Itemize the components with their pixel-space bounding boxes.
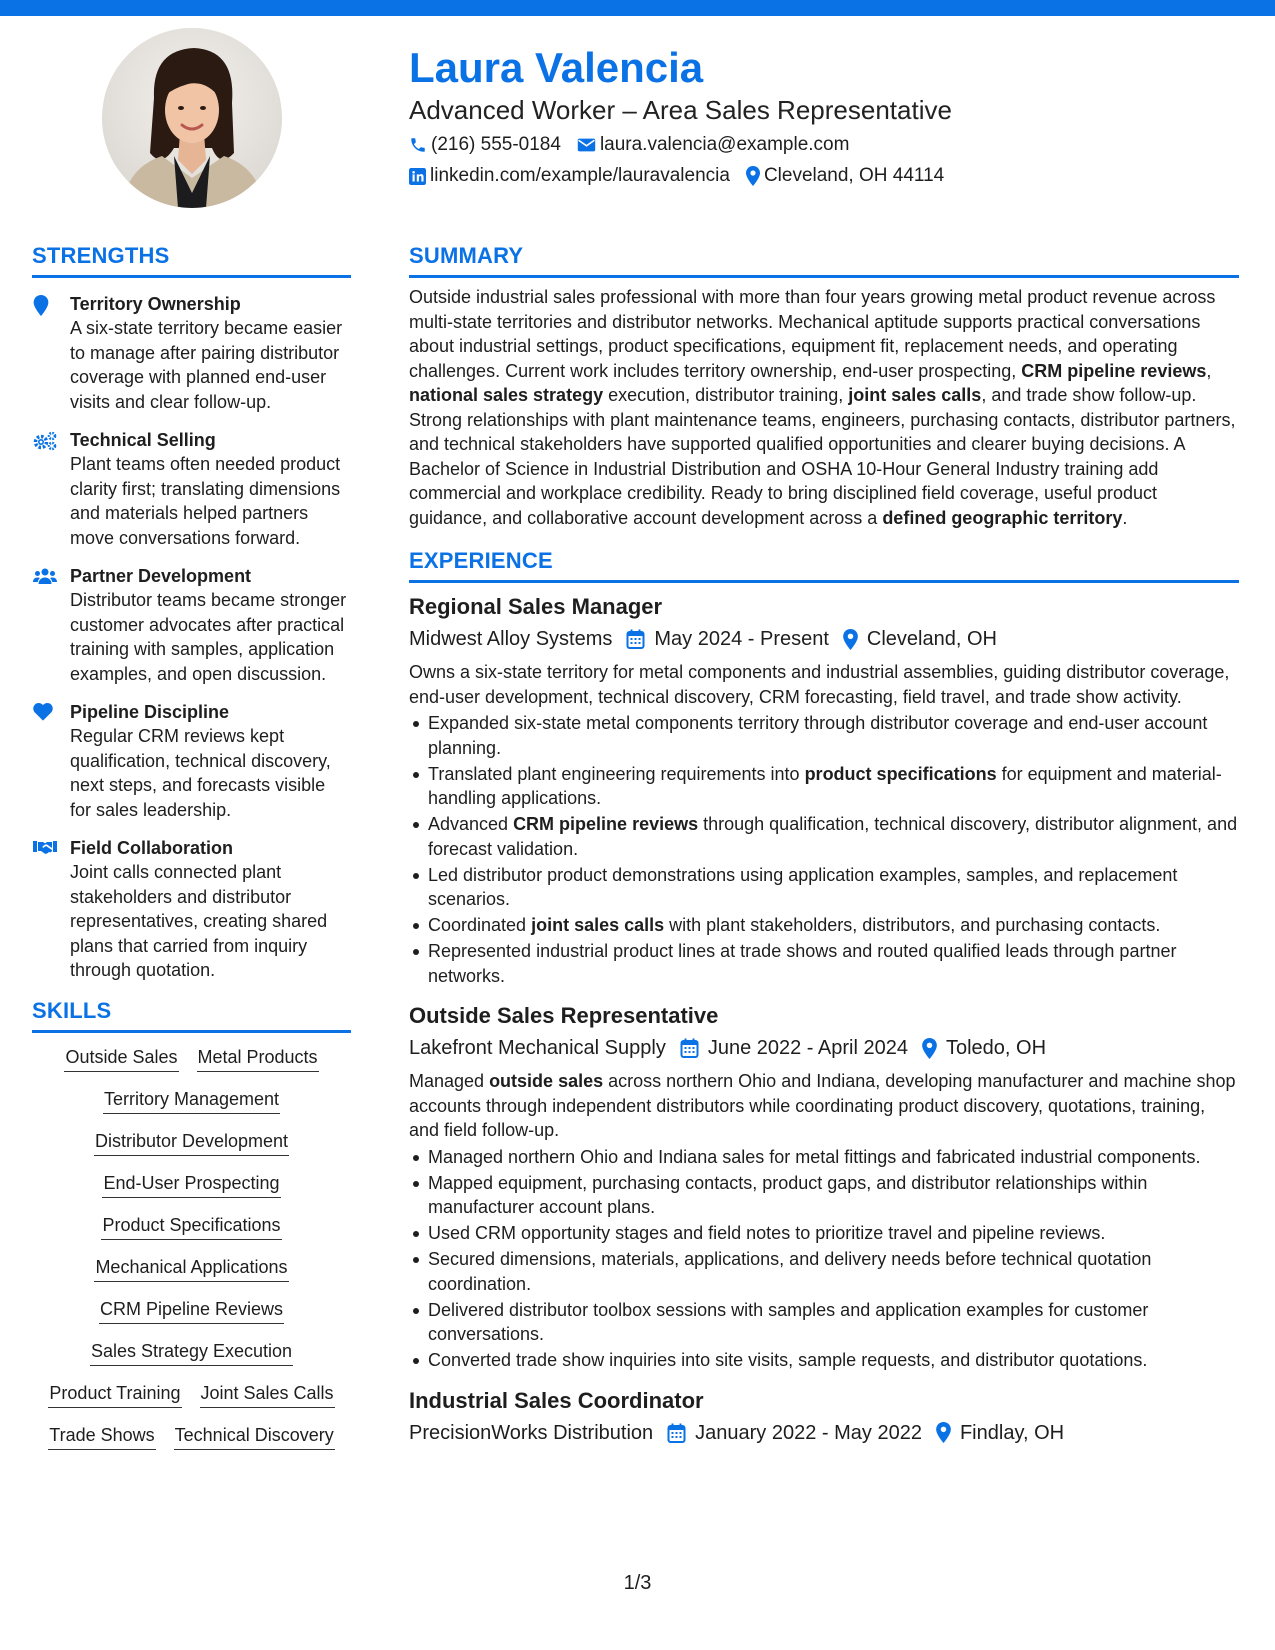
text-run: Represented industrial product lines at trade shows and routed qualified leads through partner networks. <box>428 941 1177 986</box>
text-run: Mapped equipment, purchasing contacts, product gaps, and distributor relationships within manufacturer account plans. <box>428 1172 1148 1217</box>
text-run: Converted trade show inquiries into site visits, sample requests, and distributor quotations. <box>428 1350 1148 1370</box>
phone-item <box>409 132 561 158</box>
job-entry <box>409 1002 1239 1373</box>
experience-heading: EXPERIENCE <box>409 548 553 573</box>
gears-icon <box>33 431 57 451</box>
job-description <box>409 660 1239 709</box>
job-title: Regional Sales Manager <box>409 594 663 619</box>
text-run: execution, distributor training, <box>603 385 849 405</box>
page-number: 1/3 <box>623 1572 652 1594</box>
bold-text: national sales strategy <box>409 385 604 405</box>
text-run: Coordinated <box>428 915 532 935</box>
skill-row <box>32 1255 351 1282</box>
skill-tag: Technical Discovery <box>174 1423 335 1450</box>
text-run: . <box>1122 507 1128 528</box>
job-meta <box>409 1419 1239 1447</box>
bullet-item <box>409 762 1239 811</box>
strength-item <box>32 700 351 822</box>
bullet-item <box>409 1348 1239 1373</box>
top-accent-bar <box>0 0 1275 16</box>
skill-row <box>32 1213 351 1240</box>
job-entry <box>409 1387 1239 1447</box>
text-run: Used CRM opportunity stages and field notes to prioritize travel and pipeline reviews. <box>428 1223 1106 1243</box>
strength-title: Pipeline Discipline <box>70 702 230 722</box>
candidate-name: Laura Valencia <box>409 44 704 91</box>
skill-tag: End-User Prospecting <box>102 1171 280 1198</box>
company <box>409 1419 653 1447</box>
bold-text: product specifications <box>804 763 997 784</box>
phone-text: (216) 555-0184 <box>431 134 561 155</box>
job-entry <box>409 593 1239 988</box>
skill-tag: Trade Shows <box>48 1423 155 1450</box>
linkedin-item[interactable] <box>409 163 730 189</box>
summary-heading: SUMMARY <box>409 243 524 268</box>
dates-text: January 2022 - May 2022 <box>695 1421 922 1444</box>
skill-tag: CRM Pipeline Reviews <box>99 1297 284 1324</box>
skill-tag: Outside Sales <box>64 1045 178 1072</box>
bullet-item <box>409 1221 1239 1246</box>
job-dates <box>626 625 829 653</box>
job-bullets <box>409 711 1239 988</box>
skill-row <box>32 1339 351 1366</box>
calendar-icon <box>626 629 645 649</box>
bullet-item <box>409 863 1239 912</box>
skill-tag: Sales Strategy Execution <box>90 1339 293 1366</box>
text-run: across northern Ohio and Indiana, developing manufacturer and machine shop accounts through independent distributors while coordinating product discovery, quotations, training, and field follow-up. <box>409 1071 1236 1140</box>
skill-row <box>32 1381 351 1408</box>
job-dates <box>680 1034 908 1062</box>
text-run: Managed <box>409 1071 490 1091</box>
strength-desc: Distributor teams became stronger customer advocates after practical training with samples, application examples, and open discussion. <box>70 590 347 684</box>
bullet-item <box>409 913 1239 938</box>
location-pin-icon <box>936 1422 951 1443</box>
text-run: Led distributor product demonstrations using application examples, samples, and replacement scenarios. <box>428 864 1178 909</box>
location-item <box>746 163 944 189</box>
job-location <box>922 1034 1046 1062</box>
text-run: Outside industrial sales professional with more than four years growing metal product revenue across multi-state territories and distributor networks. Mechanical aptitude supports practical conversations about industrial settings, product specifications, equipment fit, replacement needs, and operating challenges. Current work includes territory ownership, end-user prospecting, <box>409 287 1216 381</box>
location-pin-icon <box>922 1038 937 1059</box>
left-column <box>32 242 351 1450</box>
dates-text: May 2024 - Present <box>654 628 829 650</box>
job-bullets <box>409 1145 1239 1373</box>
skill-row <box>32 1171 351 1198</box>
company-name: PrecisionWorks Distribution <box>409 1421 654 1444</box>
candidate-role: Advanced Worker – Area Sales Representative <box>409 95 952 125</box>
bold-text: joint sales calls <box>531 915 665 935</box>
location-text: Findlay, OH <box>959 1421 1065 1444</box>
skill-tag: Distributor Development <box>94 1129 289 1156</box>
location-pin-icon <box>746 166 760 186</box>
job-title: Outside Sales Representative <box>409 1003 719 1028</box>
section-divider <box>32 275 351 278</box>
skill-row <box>32 1129 351 1156</box>
skill-tag: Metal Products <box>197 1045 319 1072</box>
skill-tag: Joint Sales Calls <box>200 1381 335 1408</box>
company <box>409 1034 666 1062</box>
experience-section <box>409 547 1239 1447</box>
strength-desc: Joint calls connected plant stakeholders and distributor representatives, creating shared plans that carried from inquiry through quotation. <box>70 862 328 980</box>
skill-row <box>32 1045 351 1072</box>
calendar-icon <box>667 1423 686 1443</box>
skill-tag: Product Training <box>48 1381 181 1408</box>
bullet-item <box>409 1171 1239 1220</box>
heart-icon <box>33 703 53 721</box>
envelope-icon <box>577 137 596 153</box>
strengths-heading: STRENGTHS <box>32 243 170 268</box>
strength-title: Territory Ownership <box>70 294 241 314</box>
bold-text: outside sales <box>489 1071 604 1091</box>
linkedin-icon <box>409 168 426 185</box>
text-run: , and trade show follow-up. Strong relationships with plant maintenance teams, engineers, purchasing contacts, distributor partners, and technical stakeholders have supported qualified opportunities and clearer buying decisions. A Bachelor of Science in Industrial Distribution and OSHA 10-Hour General Industry training add commercial and workplace credibility. Ready to bring disciplined field coverage, useful product guidance, and collaborative account development across a <box>409 385 1236 528</box>
job-meta <box>409 625 1239 653</box>
bullet-item <box>409 1247 1239 1296</box>
strength-item <box>32 428 351 550</box>
bullet-item <box>409 939 1239 988</box>
skills-heading: SKILLS <box>32 997 112 1023</box>
text-run: for equipment and material-handling applications. <box>428 763 1222 808</box>
section-divider <box>409 275 1239 278</box>
company <box>409 625 612 653</box>
strength-desc: Regular CRM reviews kept qualification, technical discovery, next steps, and forecasts visible for sales leadership. <box>70 726 331 820</box>
phone-icon <box>409 136 427 154</box>
skill-tag: Product Specifications <box>101 1213 281 1240</box>
right-column <box>409 242 1239 1447</box>
dates-text: June 2022 - April 2024 <box>707 1037 908 1059</box>
text-run: Advanced <box>428 814 514 834</box>
skill-row <box>32 1087 351 1114</box>
text-run: Expanded six-state metal components territory through distributor coverage and end-user account planning. <box>428 713 1208 758</box>
job-description <box>409 1069 1239 1143</box>
strength-title: Field Collaboration <box>70 838 234 858</box>
job-title: Industrial Sales Coordinator <box>409 1387 704 1413</box>
profile-photo <box>102 28 282 208</box>
job-dates <box>667 1419 922 1447</box>
strength-title: Technical Selling <box>70 430 216 450</box>
bullet-item <box>409 1298 1239 1347</box>
text-run: through qualification, technical discovery, distributor alignment, and forecast validation. <box>428 814 1238 859</box>
section-divider <box>32 1030 351 1033</box>
skill-tag: Mechanical Applications <box>94 1255 288 1282</box>
bold-text: joint sales calls <box>848 385 982 405</box>
location-text: Cleveland, OH 44114 <box>763 165 945 186</box>
skill-tag: Territory Management <box>103 1087 280 1114</box>
bold-text: CRM pipeline reviews <box>513 814 699 834</box>
job-location <box>936 1419 1064 1447</box>
skill-row <box>32 1297 351 1324</box>
job-meta <box>409 1034 1239 1062</box>
company-name: Lakefront Mechanical Supply <box>409 1037 666 1059</box>
job-location <box>843 625 997 653</box>
text-run: Secured dimensions, materials, applications, and delivery needs before technical quotation coordination. <box>428 1249 1152 1294</box>
company-name: Midwest Alloy Systems <box>409 628 613 650</box>
bullet-item <box>409 711 1239 760</box>
bullet-item <box>409 1145 1239 1170</box>
users-icon <box>33 567 57 585</box>
section-divider <box>409 580 1239 583</box>
linkedin-link[interactable]: linkedin.com/example/lauravalencia <box>430 165 730 186</box>
strength-desc: Plant teams often needed product clarity first; translating dimensions and materials helped partners move conversations forward. <box>70 454 341 548</box>
contact-row-2 <box>409 163 1239 189</box>
strength-item <box>32 836 351 983</box>
text-run: , <box>1206 360 1212 381</box>
contact-row-1 <box>409 132 1239 158</box>
resume-header <box>409 44 1239 189</box>
bullet-item <box>409 812 1239 861</box>
location-pin-icon <box>33 295 49 316</box>
strength-desc: A six-state territory became easier to manage after pairing distributor coverage with planned end-user visits and clear follow-up. <box>70 318 343 412</box>
strength-item <box>32 292 351 414</box>
skills-section <box>32 997 351 1450</box>
text-run: Managed northern Ohio and Indiana sales for metal fittings and fabricated industrial components. <box>428 1146 1201 1167</box>
skill-row <box>32 1423 351 1450</box>
location-text: Cleveland, OH <box>866 628 997 650</box>
calendar-icon <box>680 1038 699 1058</box>
summary-text <box>409 285 1239 530</box>
skills-list <box>32 1045 351 1450</box>
bold-text: defined geographic territory <box>882 507 1123 528</box>
bold-text: CRM pipeline reviews <box>1021 360 1207 381</box>
email-item[interactable] <box>577 132 850 158</box>
text-run: with plant stakeholders, distributors, and purchasing contacts. <box>664 915 1161 935</box>
text-run: Owns a six-state territory for metal components and industrial assemblies, guiding distributor coverage, end-user development, technical discovery, CRM forecasting, field travel, and trade show activity. <box>409 662 1230 707</box>
strength-title: Partner Development <box>70 566 252 586</box>
email-link[interactable]: laura.valencia@example.com <box>599 134 850 155</box>
location-pin-icon <box>843 629 858 650</box>
location-text: Toledo, OH <box>945 1037 1047 1059</box>
text-run: Translated plant engineering requirements into <box>428 763 805 784</box>
jobs-list <box>409 593 1239 1447</box>
handshake-icon <box>33 839 57 855</box>
strength-item <box>32 564 351 686</box>
text-run: Delivered distributor toolbox sessions with samples and application examples for customer conversations. <box>428 1299 1149 1344</box>
